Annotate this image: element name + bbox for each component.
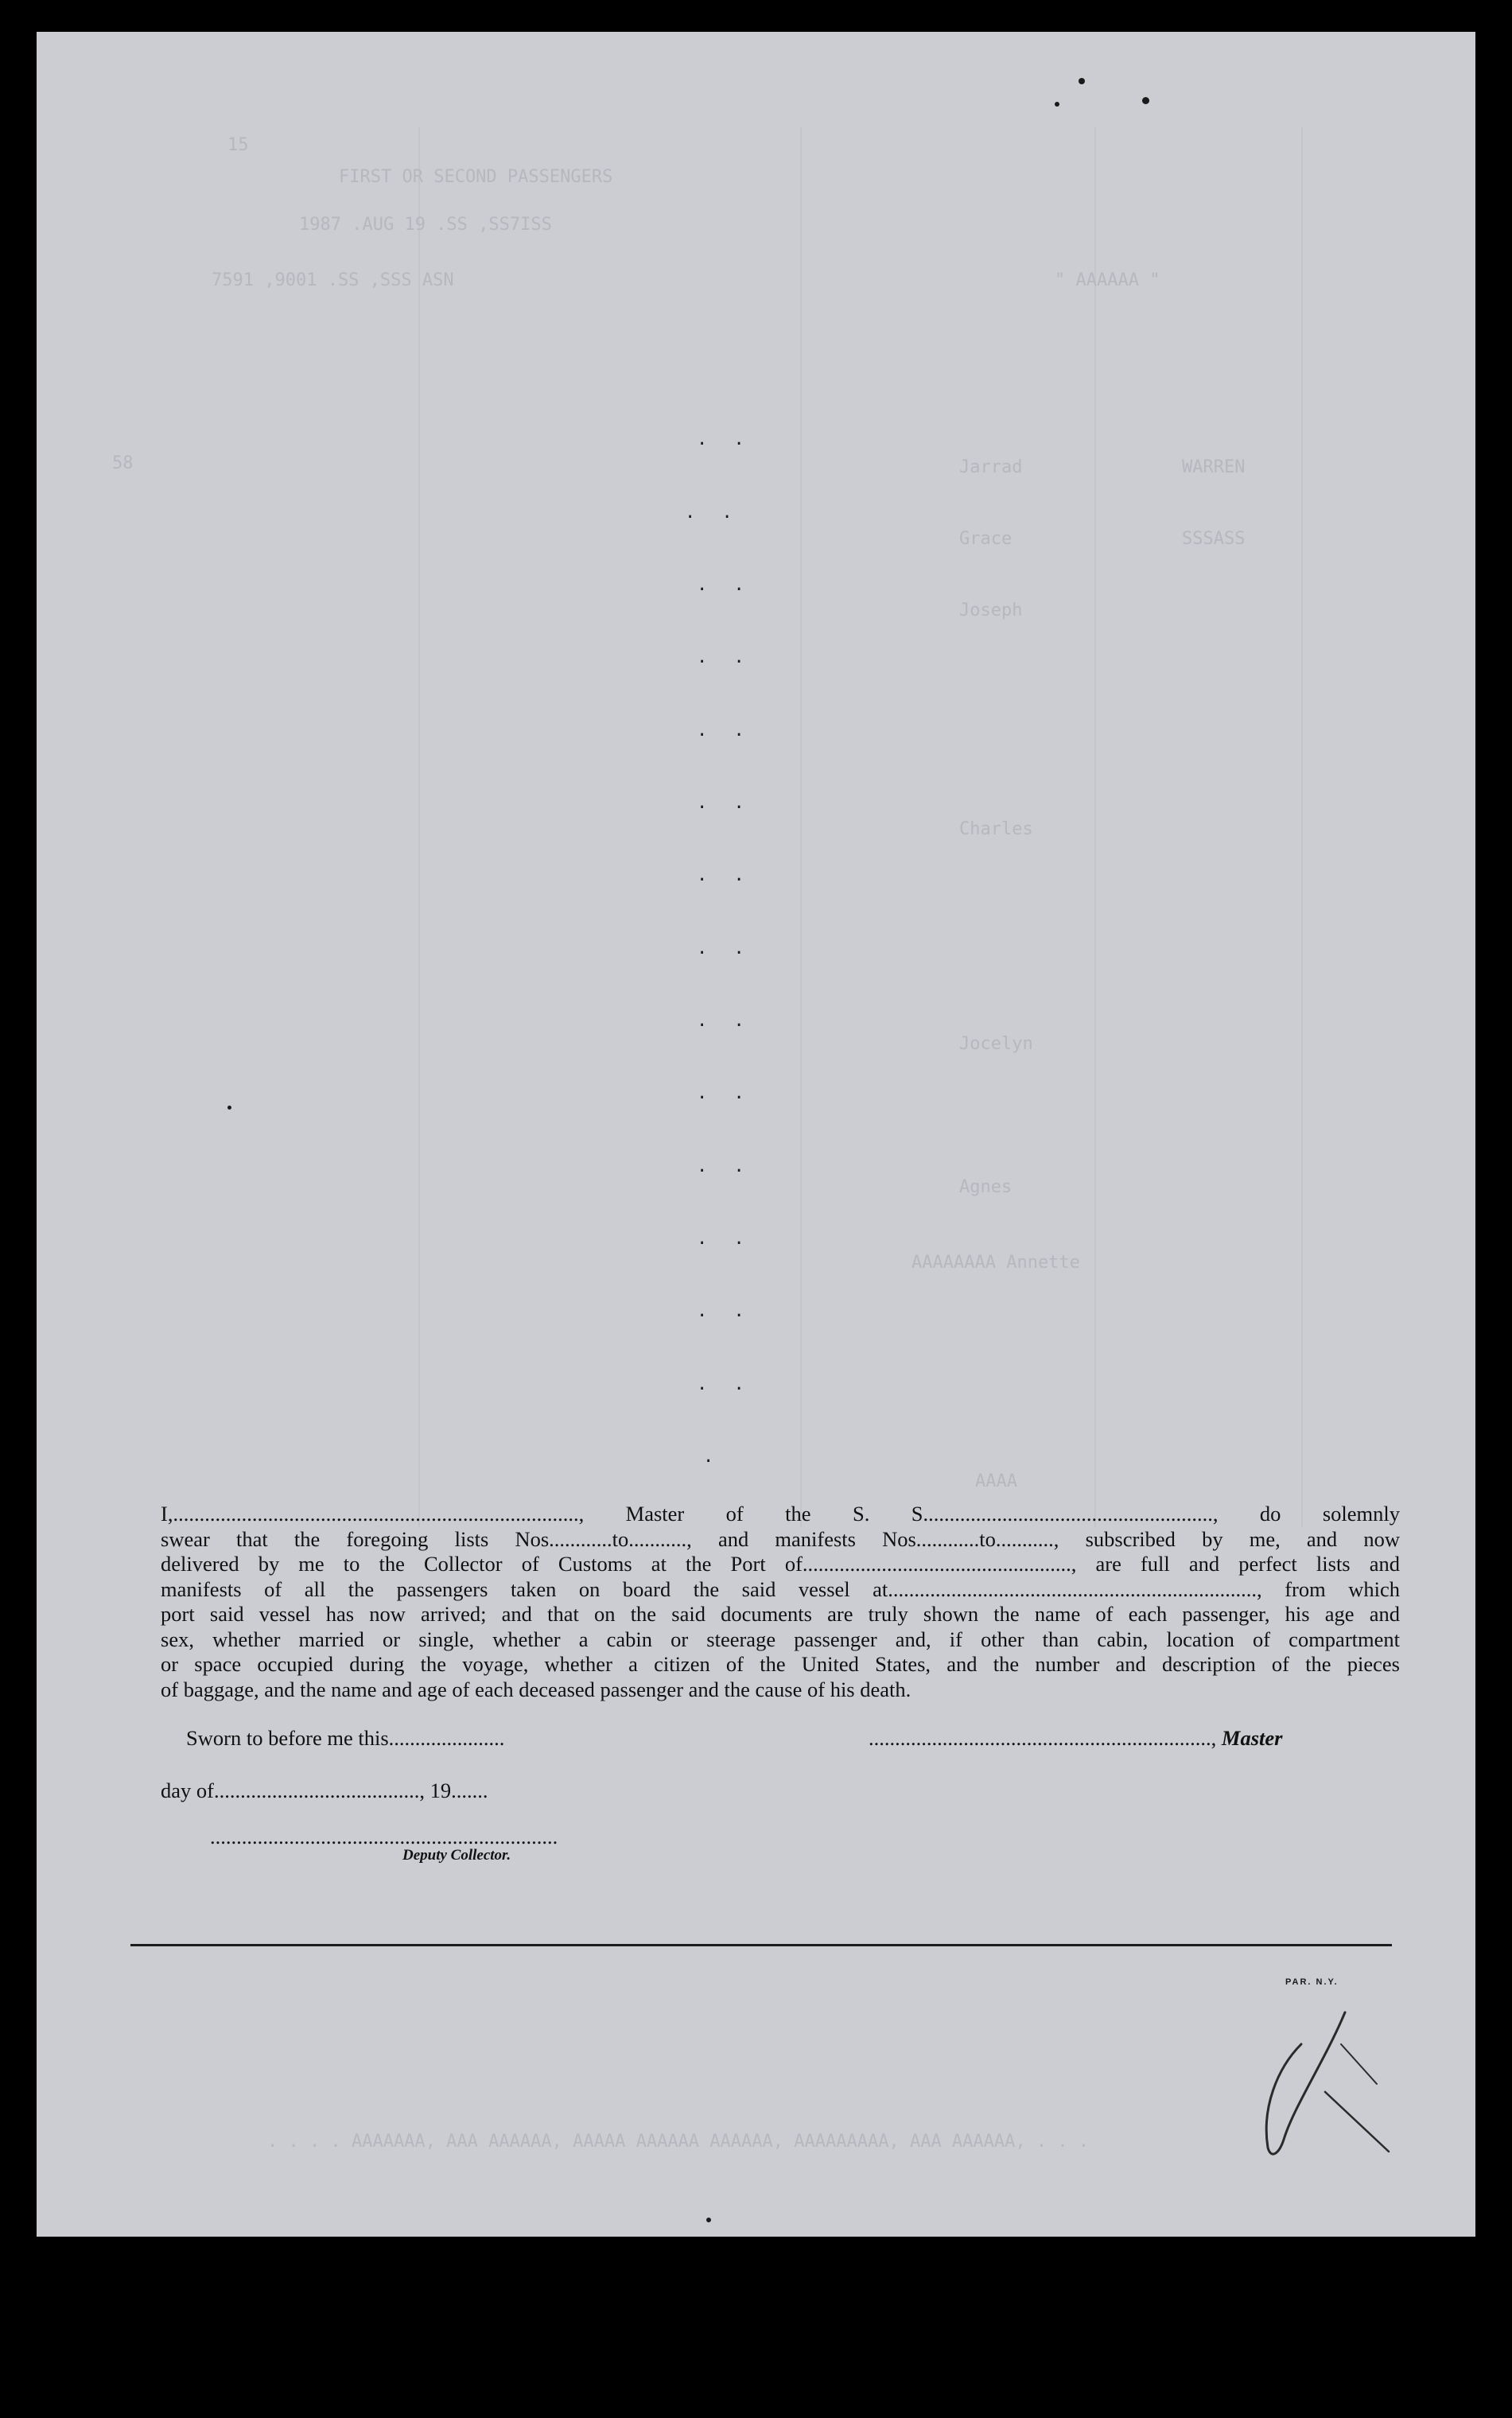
- manifest-page: [37, 32, 1475, 2237]
- deputy-collector-label: Deputy Collector.: [402, 1847, 511, 1864]
- bleed-through-text: 15: [227, 135, 249, 155]
- declaration-line: of baggage, and the name and age of each deceased passenger and the cause of his death.: [161, 1677, 911, 1701]
- declaration-line: swear that the foregoing lists Nos............to..........., and manifests Nos............to..........., subscribed by me, and now: [161, 1526, 1400, 1551]
- row-mark: . .: [697, 865, 752, 885]
- bleed-through-text: FIRST OR SECOND PASSENGERS: [339, 167, 613, 187]
- row-mark: . .: [697, 793, 752, 813]
- ink-speck: [1079, 78, 1085, 84]
- row-mark: . .: [685, 503, 740, 523]
- declaration-line: I,............................................................................., Master of the S. S......................................................., do solemnly: [161, 1502, 1400, 1526]
- master-signature-line: [869, 1726, 1282, 1751]
- row-mark: . .: [697, 1011, 752, 1031]
- column-rule: [418, 127, 420, 1527]
- bleed-through-text: Grace: [959, 529, 1013, 549]
- row-mark: . .: [697, 430, 752, 449]
- row-mark: . .: [697, 1157, 752, 1176]
- declaration-line: or space occupied during the voyage, whether a citizen of the United States, and the number and description of the pieces: [161, 1652, 1400, 1676]
- bleed-through-text: Charles: [959, 819, 1033, 839]
- bleed-through-text: 7591 ,9001 .SS ,SSS ASN: [212, 270, 454, 290]
- declaration-line: manifests of all the passengers taken on board the said vessel at......................................................................, from which: [161, 1576, 1400, 1601]
- row-mark: . .: [697, 1301, 752, 1321]
- bleed-through-text: SSSASS: [1182, 529, 1246, 549]
- master-label: Master: [1221, 1726, 1283, 1750]
- bleed-through-text: Joseph: [959, 601, 1023, 620]
- row-mark: .: [703, 1447, 722, 1467]
- column-rule: [800, 127, 802, 1527]
- sworn-before-line: Sworn to before me this......................: [186, 1726, 505, 1750]
- day-of-line: day of......................................., 19.......: [161, 1779, 488, 1802]
- bleed-through-text: 58: [112, 453, 134, 473]
- row-mark: . .: [697, 1229, 752, 1249]
- master-declaration: [161, 1502, 1400, 1702]
- row-mark: . .: [697, 721, 752, 741]
- bleed-through-text: Jarrad: [959, 457, 1023, 477]
- deputy-collector-signature-line: ..................................................................: [210, 1825, 558, 1848]
- row-mark: . .: [697, 939, 752, 958]
- handwritten-mark-icon: [1206, 1996, 1413, 2171]
- bleed-through-text: " AAAAAA ": [1055, 270, 1160, 290]
- page-divider: [130, 1944, 1392, 1946]
- row-mark: . .: [697, 1083, 752, 1103]
- declaration-line: port said vessel has now arrived; and that on the said documents are truly shown the name of each passenger, his age and: [161, 1602, 1400, 1626]
- bleed-through-text: AAAA: [975, 1471, 1017, 1491]
- row-mark: . .: [697, 1374, 752, 1394]
- row-mark: . .: [697, 647, 752, 667]
- ink-speck: [706, 2218, 711, 2222]
- ink-speck: [227, 1106, 231, 1110]
- bleed-through-text: 1987 .AUG 19 .SS ,SS7ISS: [299, 215, 552, 235]
- declaration-line: sex, whether married or single, whether a cabin or steerage passenger and, if other than cabin, location of compartment: [161, 1627, 1400, 1651]
- bleed-through-text: AAAAAAAA Annette: [911, 1253, 1080, 1273]
- bleed-through-text: . . . . AAAAAAA, AAA AAAAAA, AAAAA AAAAAA AAAAAA, AAAAAAAAA, AAA AAAAAA, . . .: [267, 2132, 1090, 2152]
- printer-mark: PAR. N.Y.: [1285, 1977, 1339, 1987]
- column-rule: [1301, 127, 1303, 1527]
- bleed-through-text: Jocelyn: [959, 1034, 1033, 1054]
- bleed-through-text: WARREN: [1182, 457, 1246, 477]
- bleed-through-text: Agnes: [959, 1177, 1013, 1197]
- row-mark: . .: [697, 575, 752, 595]
- declaration-line: delivered by me to the Collector of Customs at the Port of..................................................., are full and perfect lists and: [161, 1552, 1400, 1576]
- column-rule: [1094, 127, 1096, 1527]
- master-signature-dots: .................................................................,: [869, 1726, 1217, 1750]
- ink-speck: [1055, 102, 1059, 107]
- ink-speck: [1142, 97, 1149, 104]
